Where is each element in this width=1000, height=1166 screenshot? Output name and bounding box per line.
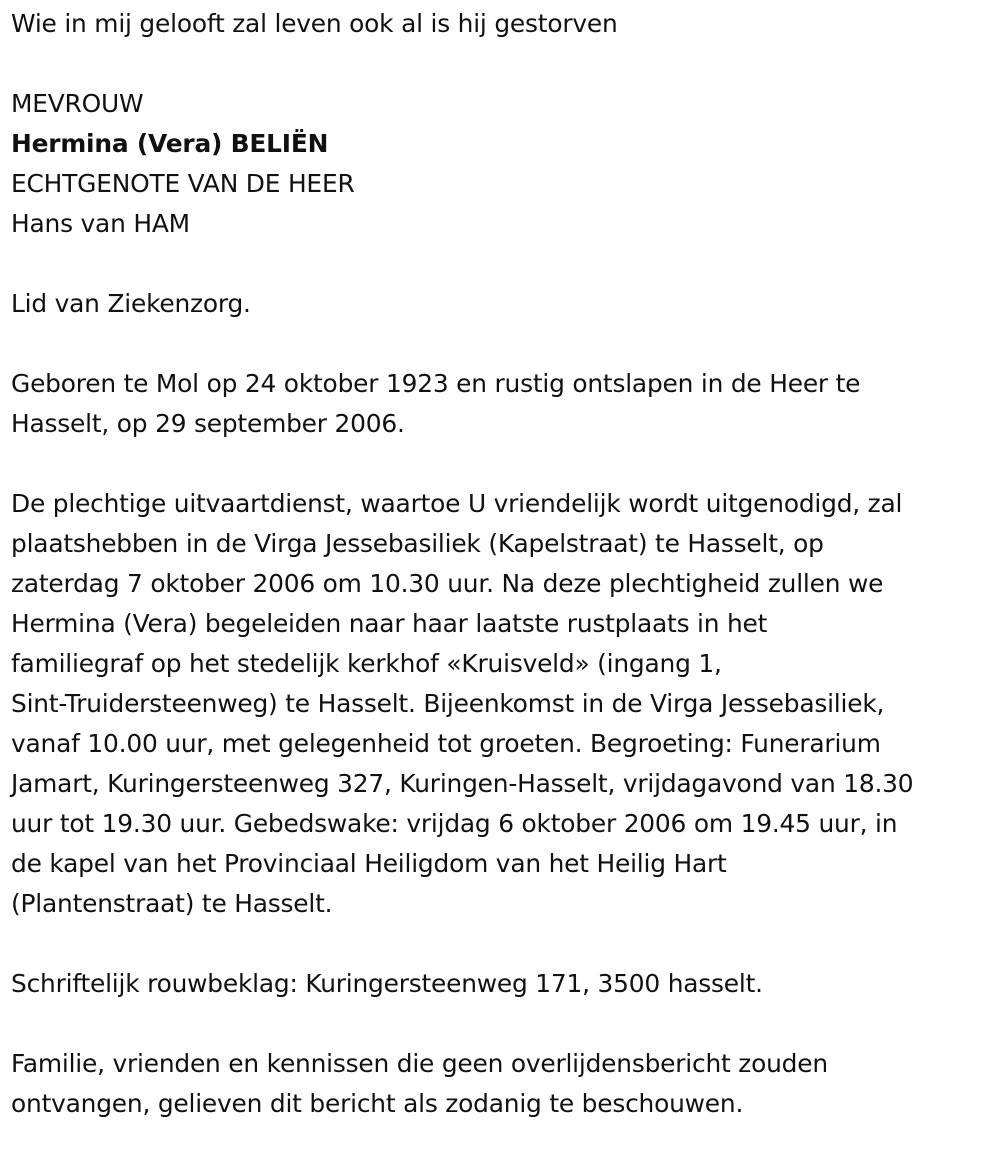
birth-line: Geboren te Mol op 24 oktober 1923 en rustig ontslapen in de Heer te xyxy=(11,369,861,398)
service-line: zaterdag 7 oktober 2006 om 10.30 uur. Na deze plechtigheid zullen we xyxy=(11,569,884,598)
service-line: vanaf 10.00 uur, met gelegenheid tot groeten. Begroeting: Funerarium xyxy=(11,729,881,758)
deceased-name: Hermina (Vera) BELIËN xyxy=(11,129,329,158)
service-line: Sint-Truidersteenweg) te Hasselt. Bijeenkomst in de Virga Jessebasiliek, xyxy=(11,689,885,718)
spacer xyxy=(11,244,991,284)
service-line: Jamart, Kuringersteenweg 327, Kuringen-Hasselt, vrijdagavond van 18.30 xyxy=(11,769,914,798)
service-line: (Plantenstraat) te Hasselt. xyxy=(11,889,333,918)
motto: Wie in mij gelooft zal leven ook al is hij gestorven xyxy=(11,9,618,38)
service-line: plaatshebben in de Virga Jessebasiliek (Kapelstraat) te Hasselt, op xyxy=(11,529,824,558)
service-paragraph xyxy=(11,484,991,924)
relation: ECHTGENOTE VAN DE HEER xyxy=(11,169,355,198)
service-line: uur tot 19.30 uur. Gebedswake: vrijdag 6 oktober 2006 om 19.45 uur, in xyxy=(11,809,898,838)
spacer xyxy=(11,324,991,364)
spacer xyxy=(11,1004,991,1044)
title: MEVROUW xyxy=(11,89,144,118)
service-line: familiegraf op het stedelijk kerkhof «Kruisveld» (ingang 1, xyxy=(11,649,722,678)
service-line: De plechtige uitvaartdienst, waartoe U vriendelijk wordt uitgenodigd, zal xyxy=(11,489,903,518)
birth-paragraph xyxy=(11,364,991,444)
spacer xyxy=(11,44,991,84)
condolence-address: Schriftelijk rouwbeklag: Kuringersteenweg 171, 3500 hasselt. xyxy=(11,969,763,998)
birth-line: Hasselt, op 29 september 2006. xyxy=(11,409,405,438)
spacer xyxy=(11,924,991,964)
spouse-name: Hans van HAM xyxy=(11,209,190,238)
service-line: de kapel van het Provinciaal Heiligdom van het Heilig Hart xyxy=(11,849,727,878)
closing-line: ontvangen, gelieven dit bericht als zodanig te beschouwen. xyxy=(11,1089,744,1118)
death-notice xyxy=(11,0,991,1124)
spacer xyxy=(11,444,991,484)
closing-paragraph xyxy=(11,1044,991,1124)
service-line: Hermina (Vera) begeleiden naar haar laatste rustplaats in het xyxy=(11,609,768,638)
closing-line: Familie, vrienden en kennissen die geen overlijdensbericht zouden xyxy=(11,1049,828,1078)
membership: Lid van Ziekenzorg. xyxy=(11,289,251,318)
